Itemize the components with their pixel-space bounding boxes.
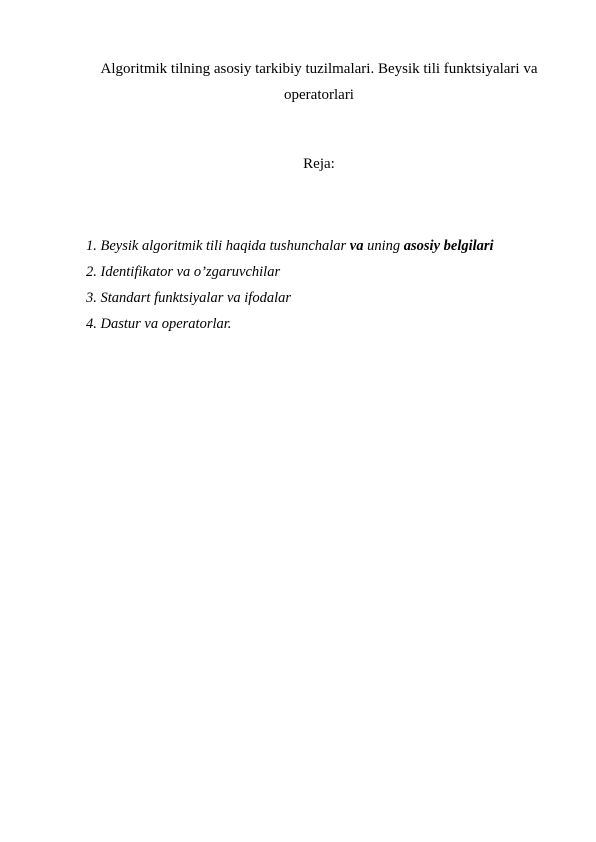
plan-item-text: Beysik algoritmik tili haqida tushunchalar	[100, 238, 347, 254]
plan-item-text: uning	[367, 238, 401, 254]
plan-heading: Reja:	[303, 156, 335, 172]
plan-item-text: Standart funktsiyalar va ifodalar	[100, 290, 292, 306]
plan-item-number: 2.	[86, 264, 97, 280]
plan-item-text: Dastur va operatorlar.	[100, 316, 232, 332]
plan-item-4	[86, 311, 494, 337]
plan-item-text: Identifikator va o’zgaruvchilar	[100, 264, 281, 280]
plan-item-bold-text: va	[349, 238, 364, 254]
title-line-1: Algoritmik tilning asosiy tarkibiy tuzilmalari. Beysik tili funktsiyalari va	[100, 61, 538, 77]
plan-item-number: 4.	[86, 316, 97, 332]
plan-item-number: 1.	[86, 238, 97, 254]
plan-list	[86, 233, 494, 337]
document-title	[84, 56, 554, 108]
plan-item-2	[86, 259, 494, 285]
plan-item-number: 3.	[86, 290, 97, 306]
plan-item-1	[86, 233, 494, 259]
plan-item-3	[86, 285, 494, 311]
title-line-2: operatorlari	[284, 87, 354, 103]
plan-item-bold-text: asosiy belgilari	[403, 238, 494, 254]
